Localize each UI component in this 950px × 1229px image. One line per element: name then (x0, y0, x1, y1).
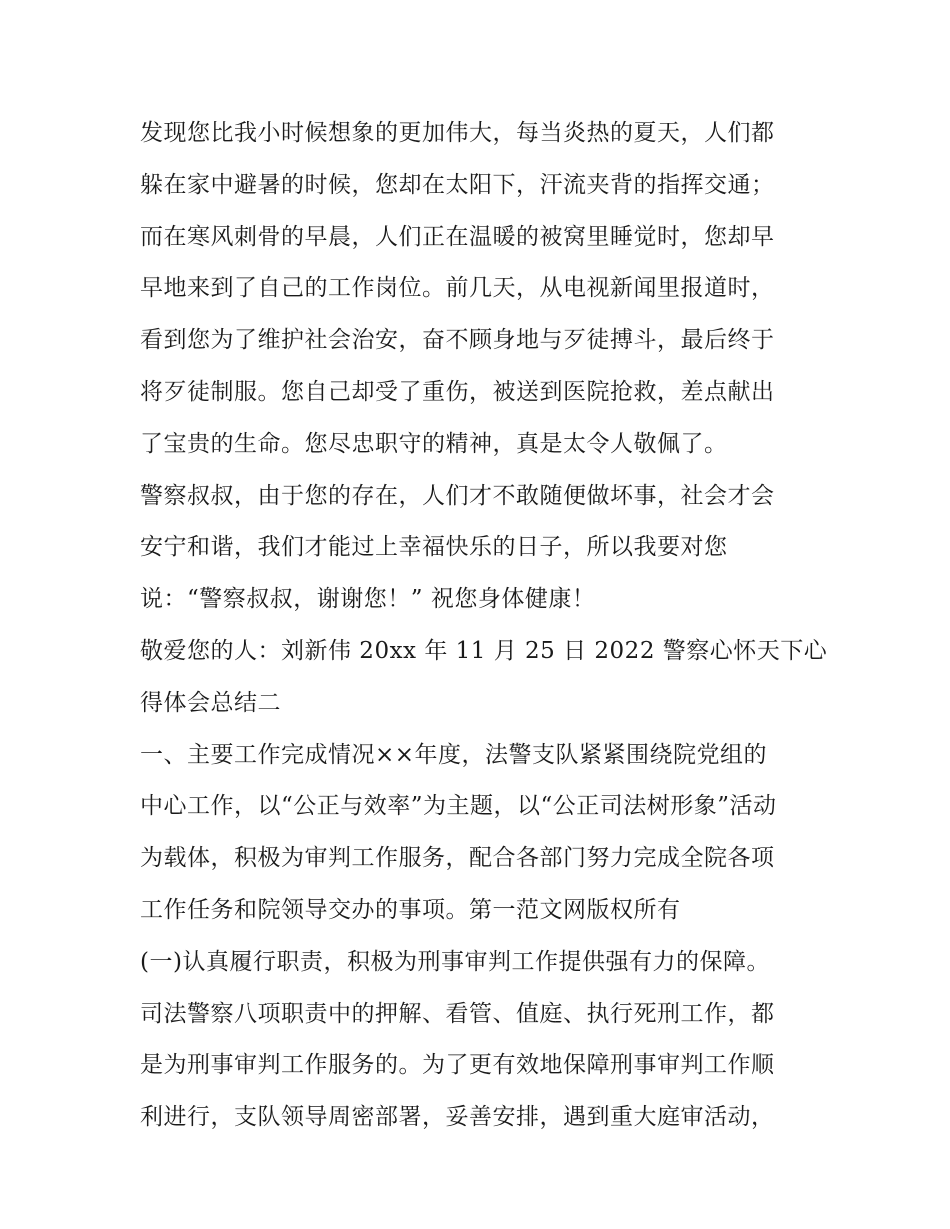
text-line: 看到您为了维护社会治安，奋不顾身地与歹徒搏斗，最后终于 (140, 327, 775, 354)
text-line: 将歹徒制服。您自己却受了重伤，被送到医院抢救，差点献出 (140, 378, 775, 405)
text-line: 警察叔叔，由于您的存在，人们才不敢随便做坏事，社会才会 (140, 482, 775, 509)
text-line: 得体会总结二 (140, 689, 281, 716)
document-body (140, 108, 828, 1144)
text-line: 利进行，支队领导周密部署，妥善安排，遇到重大庭审活动， (140, 1104, 775, 1131)
text-line: 躲在家中避暑的时候，您却在太阳下，汗流夹背的指挥交通； (140, 171, 775, 198)
text-line: 早地来到了自己的工作岗位。前几天，从电视新闻里报道时， (140, 275, 775, 302)
text-line: 了宝贵的生命。您尽忠职守的精神，真是太令人敬佩了。 (140, 430, 728, 457)
text-line: 一、主要工作完成情况××年度，法警支队紧紧围绕院党组的 (140, 741, 768, 768)
text-line: 是为刑事审判工作服务的。为了更有效地保障刑事审判工作顺 (140, 1052, 775, 1079)
text-line: 司法警察八项职责中的押解、看管、值庭、执行死刑工作，都 (140, 1000, 775, 1027)
text-line: 安宁和谐，我们才能过上幸福快乐的日子，所以我要对您 (140, 534, 728, 561)
text-line: 说：“警察叔叔，谢谢您！” 祝您身体健康！ (140, 586, 596, 613)
text-line: 敬爱您的人：刘新伟 20xx 年 11 月 25 日 2022 警察心怀天下心 (140, 637, 828, 664)
text-line: 工作任务和院领导交办的事项。第一范文网版权所有 (140, 896, 681, 923)
text-line: 中心工作，以“公正与效率”为主题，以“公正司法树形象”活动 (140, 793, 777, 820)
text-line: 发现您比我小时候想象的更加伟大，每当炎热的夏天，人们都 (140, 120, 775, 146)
text-line: 而在寒风刺骨的早晨，人们正在温暖的被窝里睡觉时，您却早 (140, 223, 775, 250)
text-line: (一)认真履行职责，积极为刑事审判工作提供强有力的保障。 (140, 948, 770, 975)
text-line: 为载体，积极为审判工作服务，配合各部门努力完成全院各项 (140, 845, 775, 872)
